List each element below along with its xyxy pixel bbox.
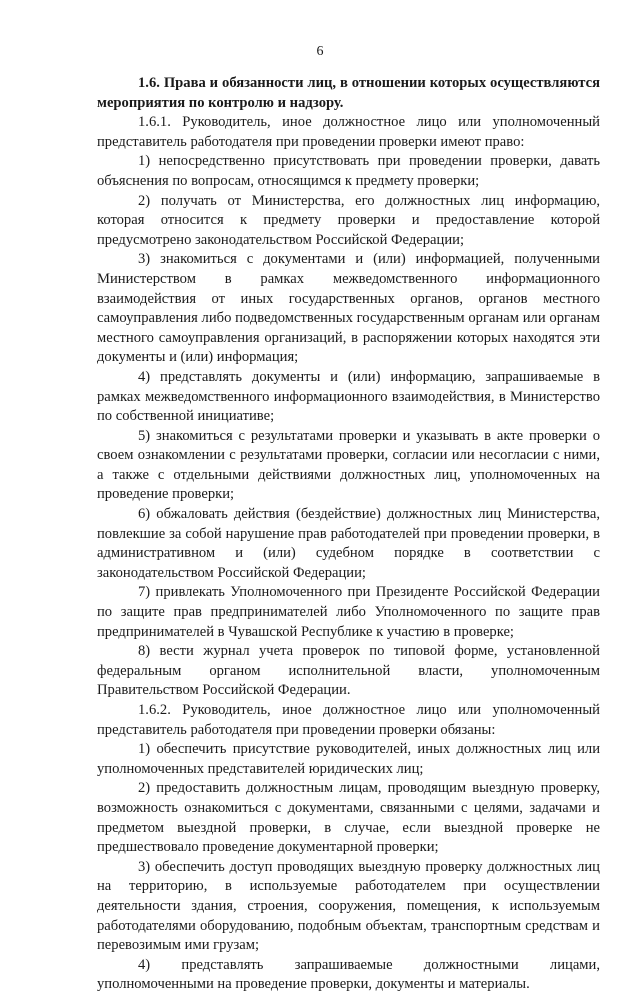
page-number: 6: [316, 44, 324, 59]
rights-item-4: 4) представлять документы и (или) информацию, запрашиваемые в рамках межведомственного информационного взаимодействия, в Министерство по собственной инициативе;: [97, 368, 600, 425]
rights-item-1: 1) непосредственно присутствовать при проведении проверки, давать объяснения по вопросам, относящимся к предмету проверки;: [97, 153, 600, 189]
duties-item-3: 3) обеспечить доступ проводящих выездную проверку должностных лиц на территорию, в используемые работодателем при осуществлении деятельности здания, строения, сооружения, помещения, к используемым работодателями оборудованию, подобным объектам, транспортным средствам и перевозимым ими грузам;: [97, 858, 600, 954]
rights-item-2: 2) получать от Министерства, его должностных лиц информацию, которая относится к предмету проверки и предоставление которой предусмотрено законодательством Российской Федерации;: [97, 192, 600, 248]
section-heading: 1.6. Права и обязанности лиц, в отношении которых осуществляются мероприятия по контролю и надзору.: [97, 75, 600, 111]
duties-item-4: 4) представлять запрашиваемые должностными лицами, уполномоченными на проведение проверки, документы и материалы.: [97, 956, 600, 993]
rights-item-6: 6) обжаловать действия (бездействие) должностных лиц Министерства, повлекшие за собой нарушение прав работодателей при проведении проверки, в административном и (или) судебном порядке в соответствии с законодательством Российской Федерации;: [97, 506, 600, 581]
rights-intro-paragraph: 1.6.1. Руководитель, иное должностное лицо или уполномоченный представитель работодателя при проведении проверки имеют право:: [97, 114, 600, 150]
duties-item-1: 1) обеспечить присутствие руководителей, иных должностных лиц или уполномоченных представителей юридических лиц;: [97, 741, 600, 777]
document-body: [97, 74, 600, 995]
rights-item-5: 5) знакомиться с результатами проверки и указывать в акте проверки о своем ознакомлении с результатами проверки, согласии или несогласии с ними, а также с отдельными действиями должностных лиц, уполномоченных на проведение проверки;: [97, 427, 600, 503]
duties-intro-paragraph: 1.6.2. Руководитель, иное должностное лицо или уполномоченный представитель работодателя при проведении проверки обязаны:: [97, 702, 600, 738]
rights-item-3: 3) знакомиться с документами и (или) информацией, полученными Министерством в рамках межведомственного информационного взаимодействия от иных государственных органов, органов местного самоуправления либо подведомственных государственным органам или органам местного самоуправления организаций, в распоряжении которых находятся эти документы и (или) информация;: [97, 251, 600, 366]
rights-item-8: 8) вести журнал учета проверок по типовой форме, установленной федеральным органом исполнительной власти, уполномоченным Правительством Российской Федерации.: [97, 643, 600, 699]
duties-item-2: 2) предоставить должностным лицам, проводящим выездную проверку, возможность ознакомиться с документами, связанными с целями, задачами и предметом выездной проверки, в случае, если выездной проверке не предшествовало проведение документарной проверки;: [97, 780, 600, 856]
rights-item-7: 7) привлекать Уполномоченного при Президенте Российской Федерации по защите прав предпринимателей либо Уполномоченного по защите прав предпринимателей в Чувашской Республике к участию в проверке;: [97, 584, 600, 640]
